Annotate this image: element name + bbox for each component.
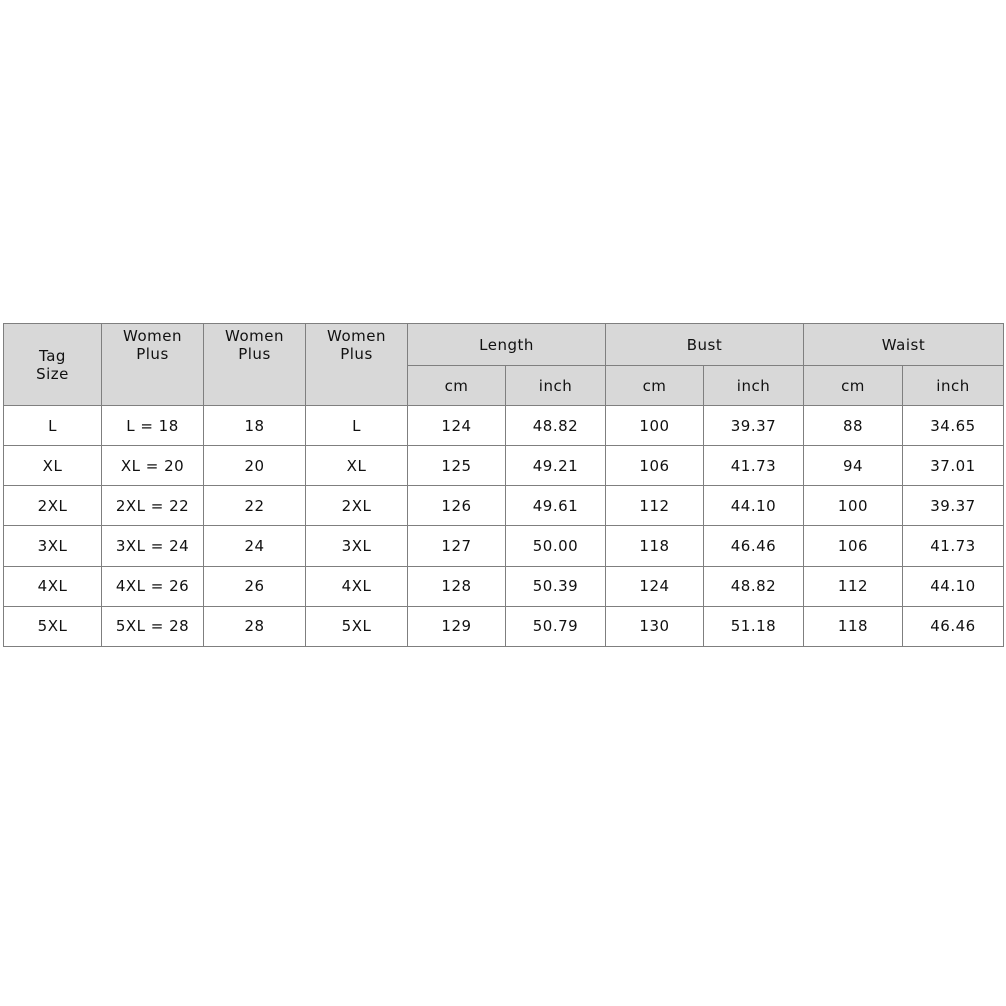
cell-bust-inch: 46.46 (704, 526, 804, 566)
size-chart-table (3, 323, 1004, 647)
cell-women-plus-2: 22 (204, 486, 306, 526)
header-waist: Waist (804, 324, 1004, 366)
header-women-plus-3-line-1: Women (327, 327, 386, 345)
header-women-plus-3 (306, 324, 408, 406)
header-tag-size (4, 324, 102, 406)
cell-tag-size: 3XL (4, 526, 102, 566)
cell-tag-size: XL (4, 446, 102, 486)
cell-women-plus-2: 24 (204, 526, 306, 566)
header-tag-size-line-2: Size (36, 364, 69, 383)
header-women-plus-2-line-2: Plus (238, 345, 271, 363)
cell-bust-inch: 41.73 (704, 446, 804, 486)
table-row (4, 406, 1004, 446)
cell-women-plus-3: L (306, 406, 408, 446)
cell-women-plus-1: 4XL = 26 (102, 566, 204, 606)
header-women-plus-2-line-1: Women (225, 327, 284, 345)
cell-tag-size: 5XL (4, 606, 102, 646)
table-row (4, 486, 1004, 526)
cell-women-plus-2: 28 (204, 606, 306, 646)
header-women-plus-1-line-1: Women (123, 327, 182, 345)
cell-waist-cm: 94 (804, 446, 903, 486)
cell-women-plus-1: L = 18 (102, 406, 204, 446)
cell-waist-cm: 100 (804, 486, 903, 526)
header-bust-inch: inch (704, 366, 804, 406)
cell-women-plus-3: 5XL (306, 606, 408, 646)
table-row (4, 526, 1004, 566)
cell-bust-cm: 112 (606, 486, 704, 526)
header-women-plus-1 (102, 324, 204, 406)
header-women-plus-1-line-2: Plus (136, 345, 169, 363)
cell-length-cm: 126 (408, 486, 506, 526)
header-women-plus-3-line-2: Plus (340, 345, 373, 363)
table-body (4, 406, 1004, 647)
cell-bust-cm: 106 (606, 446, 704, 486)
cell-waist-cm: 106 (804, 526, 903, 566)
cell-bust-inch: 48.82 (704, 566, 804, 606)
header-tag-size-line-1: Tag (39, 346, 66, 365)
cell-women-plus-1: XL = 20 (102, 446, 204, 486)
cell-bust-inch: 44.10 (704, 486, 804, 526)
cell-women-plus-1: 5XL = 28 (102, 606, 204, 646)
cell-length-cm: 128 (408, 566, 506, 606)
header-women-plus-2 (204, 324, 306, 406)
cell-tag-size: 2XL (4, 486, 102, 526)
cell-women-plus-2: 26 (204, 566, 306, 606)
cell-women-plus-3: 3XL (306, 526, 408, 566)
table-row (4, 566, 1004, 606)
cell-women-plus-3: 2XL (306, 486, 408, 526)
cell-bust-inch: 51.18 (704, 606, 804, 646)
cell-waist-cm: 118 (804, 606, 903, 646)
header-row-main (4, 324, 1004, 366)
cell-length-inch: 50.00 (506, 526, 606, 566)
cell-length-inch: 48.82 (506, 406, 606, 446)
cell-length-inch: 50.79 (506, 606, 606, 646)
cell-length-inch: 49.21 (506, 446, 606, 486)
cell-tag-size: 4XL (4, 566, 102, 606)
header-length-cm: cm (408, 366, 506, 406)
header-bust-cm: cm (606, 366, 704, 406)
cell-women-plus-3: XL (306, 446, 408, 486)
header-waist-cm: cm (804, 366, 903, 406)
cell-waist-inch: 39.37 (903, 486, 1004, 526)
cell-waist-cm: 88 (804, 406, 903, 446)
cell-women-plus-1: 3XL = 24 (102, 526, 204, 566)
cell-women-plus-2: 18 (204, 406, 306, 446)
cell-waist-inch: 46.46 (903, 606, 1004, 646)
table-row (4, 606, 1004, 646)
cell-bust-inch: 39.37 (704, 406, 804, 446)
cell-waist-inch: 44.10 (903, 566, 1004, 606)
cell-women-plus-3: 4XL (306, 566, 408, 606)
cell-bust-cm: 130 (606, 606, 704, 646)
header-length-inch: inch (506, 366, 606, 406)
cell-length-inch: 49.61 (506, 486, 606, 526)
cell-women-plus-1: 2XL = 22 (102, 486, 204, 526)
header-waist-inch: inch (903, 366, 1004, 406)
header-bust: Bust (606, 324, 804, 366)
cell-length-cm: 124 (408, 406, 506, 446)
cell-waist-inch: 34.65 (903, 406, 1004, 446)
cell-length-cm: 125 (408, 446, 506, 486)
header-length: Length (408, 324, 606, 366)
table-header (4, 324, 1004, 406)
table-row (4, 446, 1004, 486)
cell-length-inch: 50.39 (506, 566, 606, 606)
cell-waist-cm: 112 (804, 566, 903, 606)
cell-bust-cm: 118 (606, 526, 704, 566)
cell-length-cm: 127 (408, 526, 506, 566)
cell-women-plus-2: 20 (204, 446, 306, 486)
cell-waist-inch: 37.01 (903, 446, 1004, 486)
cell-bust-cm: 100 (606, 406, 704, 446)
cell-tag-size: L (4, 406, 102, 446)
cell-length-cm: 129 (408, 606, 506, 646)
cell-waist-inch: 41.73 (903, 526, 1004, 566)
cell-bust-cm: 124 (606, 566, 704, 606)
